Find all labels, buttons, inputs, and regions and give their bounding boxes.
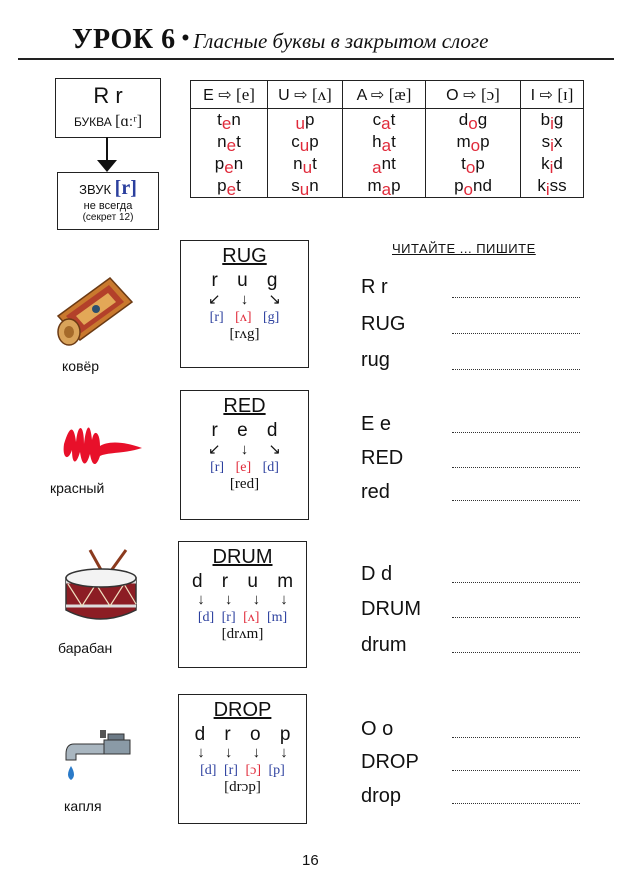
write-line[interactable] xyxy=(452,333,580,334)
table-cell: kiss xyxy=(521,175,584,198)
table-cell: cat xyxy=(343,109,426,132)
write-line[interactable] xyxy=(452,369,580,370)
table-cell: hat xyxy=(343,131,426,153)
header-divider xyxy=(18,58,614,60)
word-box-drop xyxy=(178,694,307,824)
practice-upper: RED xyxy=(361,447,404,469)
drum-image xyxy=(60,548,144,628)
sound-symbol: [r] xyxy=(114,177,137,199)
caption-drop: капля xyxy=(64,798,102,814)
practice-letter: O o xyxy=(361,718,394,740)
sound-note: не всегда xyxy=(83,200,133,212)
table-cell: big xyxy=(521,109,584,132)
table-cell: mop xyxy=(426,131,521,153)
practice-lower: red xyxy=(361,481,390,503)
table-cell: six xyxy=(521,131,584,153)
word-transcription: [red] xyxy=(229,476,260,492)
letter-box xyxy=(55,78,161,138)
bukva-label: БУКВА xyxy=(73,115,112,129)
table-cell: pen xyxy=(191,153,268,175)
sound-row: [d] [r] [ɔ] [p] xyxy=(200,763,285,778)
sound-box xyxy=(57,172,159,230)
arrow-row: ↙ ↓ ↘ xyxy=(208,291,281,308)
write-line[interactable] xyxy=(452,467,580,468)
vowel-header-u: U ⇨ [ʌ] xyxy=(268,81,343,109)
page-number: 16 xyxy=(302,852,319,869)
vowel-header-o: O ⇨ [ɔ] xyxy=(426,81,521,109)
tap-drop-image xyxy=(60,730,140,788)
table-cell: ten xyxy=(191,109,268,132)
practice-lower: drop xyxy=(361,785,402,807)
letter-transcription: [ɑːʳ] xyxy=(115,113,143,130)
word-letters: r u g xyxy=(211,270,278,291)
down-arrow-icon xyxy=(97,160,117,172)
sound-row: [r] [ʌ] [g] xyxy=(209,310,280,325)
table-cell: nut xyxy=(268,153,343,175)
practice-letter: D d xyxy=(361,563,393,585)
table-row xyxy=(191,131,584,153)
lesson-header xyxy=(72,24,488,56)
write-line[interactable] xyxy=(452,770,580,771)
sound-label: ЗВУК xyxy=(79,182,112,197)
word-title: RUG xyxy=(222,245,267,267)
lesson-subtitle: Гласные буквы в закрытом слоге xyxy=(193,29,489,53)
table-row xyxy=(191,109,584,132)
table-row xyxy=(191,175,584,198)
header-bullet: • xyxy=(181,25,190,50)
practice-upper: DROP xyxy=(361,751,419,773)
table-cell: dog xyxy=(426,109,521,132)
word-title: RED xyxy=(223,395,266,417)
word-box-drum xyxy=(178,541,307,668)
caption-drum: барабан xyxy=(58,640,113,656)
table-cell: pond xyxy=(426,175,521,198)
practice-upper: DRUM xyxy=(361,598,421,620)
write-line[interactable] xyxy=(452,617,580,618)
vowel-header-i: I ⇨ [ɪ] xyxy=(521,81,584,109)
table-cell: ant xyxy=(343,153,426,175)
table-cell: map xyxy=(343,175,426,198)
practice-letter: R r xyxy=(361,276,388,298)
vowel-table-header xyxy=(191,81,584,109)
table-row xyxy=(191,153,584,175)
vowel-header-a: A ⇨ [æ] xyxy=(343,81,426,109)
arrow-row: ↓ ↓ ↓ ↓ xyxy=(197,744,288,761)
table-cell: cup xyxy=(268,131,343,153)
word-title: DROP xyxy=(213,699,272,721)
write-line[interactable] xyxy=(452,297,580,298)
vowel-header-e: E ⇨ [e] xyxy=(191,81,268,109)
practice-letter: E e xyxy=(361,413,392,435)
sound-secret: (секрет 12) xyxy=(82,212,134,223)
write-line[interactable] xyxy=(452,652,580,653)
word-transcription: [drɔp] xyxy=(224,779,261,795)
lesson-number: УРОК 6 xyxy=(72,24,176,55)
table-cell: top xyxy=(426,153,521,175)
caption-rug: ковёр xyxy=(62,358,100,374)
write-line[interactable] xyxy=(452,737,580,738)
vowel-table xyxy=(190,80,584,198)
word-transcription: [rʌg] xyxy=(229,326,260,342)
arrow-row: ↙ ↓ ↘ xyxy=(208,441,281,458)
practice-lower: drum xyxy=(361,634,407,656)
letter-box-name xyxy=(56,113,160,131)
write-line[interactable] xyxy=(452,582,580,583)
practice-upper: RUG xyxy=(361,313,406,335)
word-letters: d r u m xyxy=(191,571,294,592)
rug-image xyxy=(52,272,136,348)
red-paint-image xyxy=(60,418,146,470)
write-line[interactable] xyxy=(452,500,580,501)
read-write-header: ЧИТАЙТЕ ... ПИШИТЕ xyxy=(392,241,536,256)
table-cell: pet xyxy=(191,175,268,198)
word-box-red xyxy=(180,390,309,520)
table-cell: kid xyxy=(521,153,584,175)
word-letters: d r o p xyxy=(194,724,291,745)
caption-red: красный xyxy=(50,480,105,496)
word-box-rug xyxy=(180,240,309,368)
arrow-row: ↓ ↓ ↓ ↓ xyxy=(197,591,288,608)
write-line[interactable] xyxy=(452,803,580,804)
sound-row: [d] [r] [ʌ] [m] xyxy=(197,610,288,625)
word-title: DRUM xyxy=(212,546,273,568)
write-line[interactable] xyxy=(452,432,580,433)
word-letters: r e d xyxy=(211,420,278,441)
table-cell: sun xyxy=(268,175,343,198)
word-transcription: [drʌm] xyxy=(221,626,264,642)
letter-box-letters: R r xyxy=(93,83,123,108)
table-cell: net xyxy=(191,131,268,153)
table-cell: up xyxy=(268,109,343,132)
practice-lower: rug xyxy=(361,349,390,371)
sound-row: [r] [e] [d] xyxy=(210,460,279,475)
